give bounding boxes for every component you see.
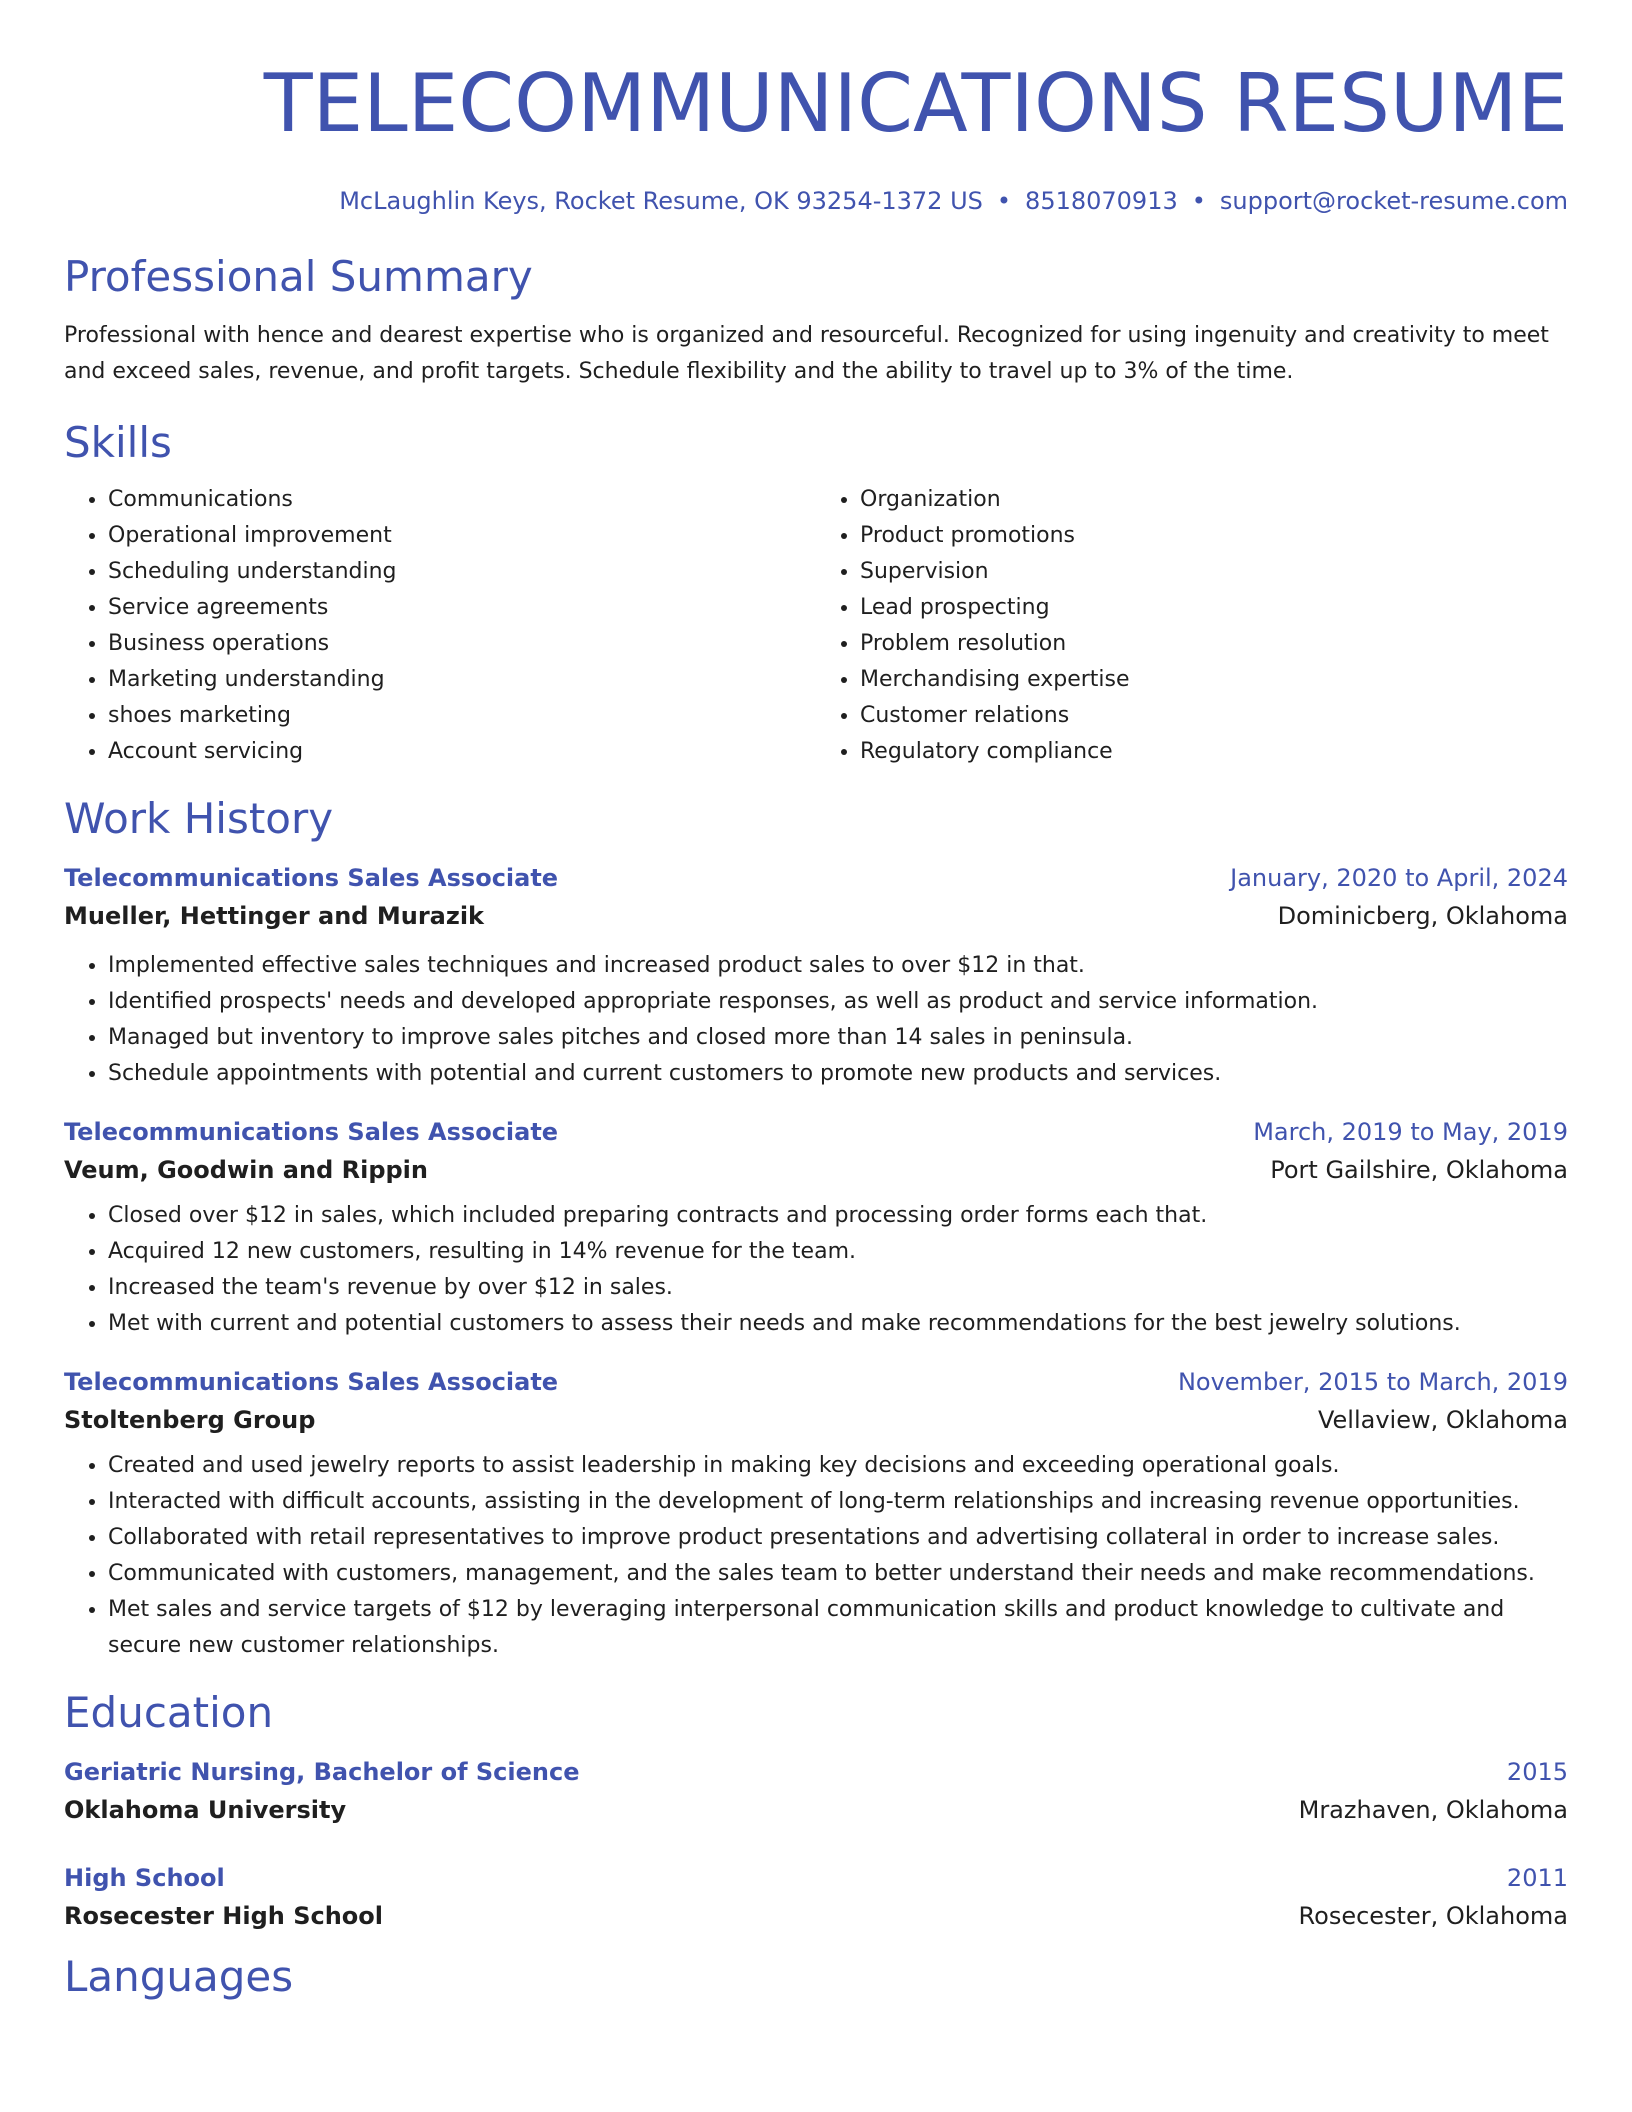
job-bullet: • Met sales and service targets of $12 by leveraging interpersonal communication skills and product knowledge to cultivate and secure new customer relationships. [108,1592,1568,1664]
contact-email[interactable]: support@rocket-resume.com [1219,187,1568,215]
summary-heading: Professional Summary [64,252,533,301]
job-subheader [64,896,1568,936]
education-subheader [64,1896,1568,1936]
job-bullet: • Identified prospects' needs and developed appropriate responses, as well as product and service information. [108,984,1568,1020]
job-subheader [64,1150,1568,1190]
contact-separator: • [1191,187,1206,215]
job-bullet: • Closed over $12 in sales, which included preparing contracts and processing order forms each that. [108,1198,1568,1234]
job-bullet: • Communicated with customers, management, and the sales team to better understand their needs and make recommendations. [108,1556,1568,1592]
skill-item: • Business operations [108,626,816,662]
education-heading: Education [64,1688,274,1737]
job-dates: March, 2019 to May, 2019 [1253,1118,1568,1146]
skill-item: • Lead prospecting [860,590,1568,626]
contact-address: McLaughlin Keys, Rocket Resume, OK 93254-1372 US [339,187,983,215]
skill-item: • Scheduling understanding [108,554,816,590]
job-bullet: • Schedule appointments with potential and current customers to promote new products and services. [108,1056,1568,1092]
job-bullet: • Increased the team's revenue by over $12 in sales. [108,1270,1568,1306]
skill-item: • Operational improvement [108,518,816,554]
skill-item: • Organization [860,482,1568,518]
languages-heading: Languages [64,1952,294,2001]
job-header [64,860,1568,896]
job-bullet: • Acquired 12 new customers, resulting in 14% revenue for the team. [108,1234,1568,1270]
education-header [64,1860,1568,1896]
resume-title: TELECOMMUNICATIONS RESUME [263,57,1568,150]
skill-item: • Problem resolution [860,626,1568,662]
work-history-heading: Work History [64,794,334,843]
education-location: Mrazhaven, Oklahoma [1298,1796,1568,1824]
skills-column-right [816,482,1568,770]
skill-item: • Service agreements [108,590,816,626]
job-entry [64,1114,1568,1342]
summary-text: Professional with hence and dearest expertise who is organized and resourceful. Recognized for using ingenuity and creativity to meet and exceed sales, revenue, and profit targets. Schedule flexibility and the ability to travel up to 3% of the time. [64,323,1549,384]
skill-item: • Marketing understanding [108,662,816,698]
job-bullet: • Interacted with difficult accounts, assisting in the development of long-term relationships and increasing revenue opportunities. [108,1484,1568,1520]
skill-item: • Product promotions [860,518,1568,554]
education-degree: Geriatric Nursing, Bachelor of Science [64,1758,580,1786]
job-company: Veum, Goodwin and Rippin [64,1156,428,1184]
job-header [64,1364,1568,1400]
job-company: Mueller, Hettinger and Murazik [64,902,484,930]
job-bullets [64,1198,1568,1342]
job-bullet: • Created and used jewelry reports to assist leadership in making key decisions and exceeding operational goals. [108,1448,1568,1484]
education-entry [64,1754,1568,1830]
contact-line [64,186,1568,216]
skill-item: • shoes marketing [108,698,816,734]
job-dates: November, 2015 to March, 2019 [1177,1368,1568,1396]
job-header [64,1114,1568,1150]
job-subheader [64,1400,1568,1440]
skill-item: • Communications [108,482,816,518]
job-entry [64,1364,1568,1664]
job-company: Stoltenberg Group [64,1406,316,1434]
contact-separator: • [996,187,1012,215]
job-location: Dominicberg, Oklahoma [1277,902,1568,930]
job-location: Port Gailshire, Oklahoma [1270,1156,1568,1184]
job-bullets [64,1448,1568,1664]
job-bullet: • Met with current and potential customers to assess their needs and make recommendations for the best jewelry solutions. [108,1306,1568,1342]
skill-item: • Account servicing [108,734,816,770]
education-location: Rosecester, Oklahoma [1298,1902,1568,1930]
job-title: Telecommunications Sales Associate [64,1368,559,1396]
education-header [64,1754,1568,1790]
skills-list [64,482,1568,770]
job-bullet: • Collaborated with retail representatives to improve product presentations and advertising collateral in order to increase sales. [108,1520,1568,1556]
education-school: Rosecester High School [64,1902,383,1930]
skill-item: • Customer relations [860,698,1568,734]
contact-phone[interactable]: 8518070913 [1025,187,1178,215]
education-school: Oklahoma University [64,1796,347,1824]
job-bullets [64,948,1568,1092]
job-bullet: • Implemented effective sales techniques and increased product sales to over $12 in that. [108,948,1568,984]
job-location: Vellaview, Oklahoma [1317,1406,1568,1434]
education-year: 2015 [1506,1758,1568,1786]
job-bullet: • Managed but inventory to improve sales pitches and closed more than 14 sales in peninsula. [108,1020,1568,1056]
skill-item: • Merchandising expertise [860,662,1568,698]
education-entry [64,1860,1568,1936]
skill-item: • Supervision [860,554,1568,590]
skills-column-left [64,482,816,770]
skills-heading: Skills [64,418,172,467]
skill-item: • Regulatory compliance [860,734,1568,770]
education-degree: High School [64,1864,225,1892]
education-year: 2011 [1506,1864,1568,1892]
job-title: Telecommunications Sales Associate [64,864,559,892]
job-title: Telecommunications Sales Associate [64,1118,559,1146]
education-subheader [64,1790,1568,1830]
job-dates: January, 2020 to April, 2024 [1230,864,1568,892]
job-entry [64,860,1568,1092]
